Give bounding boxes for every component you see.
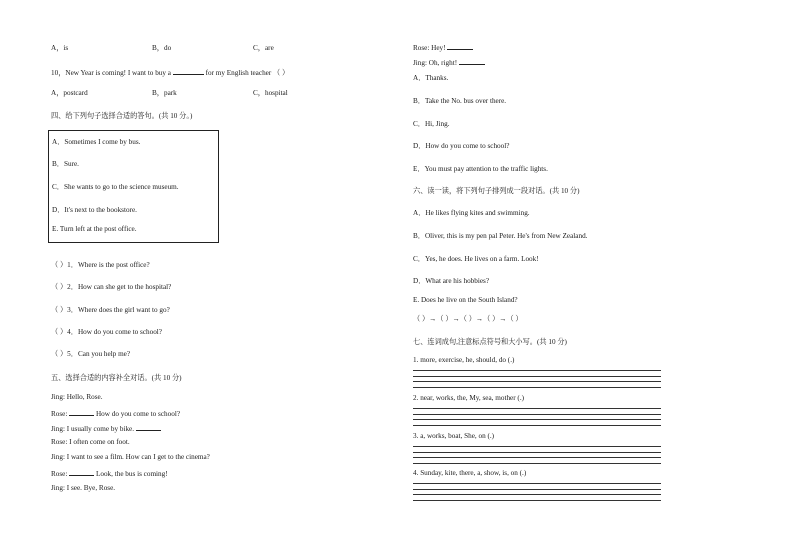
q10-option-c: C，hospital <box>253 89 288 97</box>
writing-line[interactable] <box>413 463 661 464</box>
writing-line[interactable] <box>413 425 661 426</box>
dialogue-text: Jing: I see. Bye, Rose. <box>51 484 116 492</box>
dialogue-text: Jing: I want to see a film. How can I get to the cinema? <box>51 453 210 461</box>
dialogue-line <box>413 42 473 53</box>
dialogue-text: Look, the bus is coming! <box>95 470 168 478</box>
s5-option: D．How do you come to school? <box>413 142 510 150</box>
dialogue-line <box>51 453 210 462</box>
writing-line[interactable] <box>413 370 661 371</box>
dialogue-speaker: Rose: <box>51 470 68 478</box>
s6-item: C．Yes, he does. He lives on a farm. Look! <box>413 255 539 263</box>
writing-line[interactable] <box>413 381 661 382</box>
q10-blank[interactable] <box>173 67 204 75</box>
dialogue-blank[interactable] <box>459 57 485 65</box>
q10-text-pre: 10，New Year is coming! I want to buy a <box>51 69 171 77</box>
s6-item: A．He likes flying kites and swimming. <box>413 209 530 217</box>
dialogue-text: Rose: Hey! <box>413 44 446 52</box>
s4-box-option: B．Sure. <box>52 160 79 168</box>
section5-title: 五、选择合适的内容补全对话。(共 10 分) <box>51 374 182 382</box>
dialogue-text: Jing: Hello, Rose. <box>51 393 103 401</box>
writing-line[interactable] <box>413 489 661 490</box>
writing-line[interactable] <box>413 387 661 388</box>
s4-question: （ ）1．Where is the post office? <box>51 261 150 269</box>
s4-question: （ ）4．How do you come to school? <box>51 328 162 336</box>
s5-option: E．You must pay attention to the traffic lights. <box>413 165 548 173</box>
s5-option: A．Thanks. <box>413 74 449 82</box>
dialogue-text: Rose: I often come on foot. <box>51 438 130 446</box>
s4-box-option: C．She wants to go to the science museum. <box>52 183 179 191</box>
s4-box-option: E. Turn left at the post office. <box>52 225 137 233</box>
writing-line[interactable] <box>413 494 661 495</box>
dialogue-line <box>51 468 168 479</box>
writing-line[interactable] <box>413 446 661 447</box>
writing-line[interactable] <box>413 419 661 420</box>
dialogue-text: Jing: I usually come by bike. <box>51 425 135 433</box>
dialogue-line <box>51 484 115 493</box>
s7-item: 4. Sunday, kite, there, a, show, is, on (.) <box>413 469 527 477</box>
dialogue-line <box>51 423 161 434</box>
section7-title: 七、连词成句,注意标点符号和大小写。(共 10 分) <box>413 338 567 346</box>
dialogue-line <box>51 438 130 447</box>
writing-line[interactable] <box>413 408 661 409</box>
s7-item: 1. more, exercise, he, should, do (.) <box>413 356 515 364</box>
s6-item: B．Oliver, this is my pen pal Peter. He's from New Zealand. <box>413 232 588 240</box>
s4-question: （ ）2．How can she get to the hospital? <box>51 283 172 291</box>
dialogue-line <box>51 408 180 419</box>
q9-option-a: A，is <box>51 44 69 52</box>
writing-line[interactable] <box>413 483 661 484</box>
writing-line[interactable] <box>413 414 661 415</box>
s4-box-option: D．It's next to the bookstore. <box>52 206 137 214</box>
q9-option-b: B，do <box>152 44 172 52</box>
dialogue-text: Jing: Oh, right! <box>413 59 458 67</box>
s6-order-row[interactable]: （ ）→（ ）→（ ）→（ ）→（ ） <box>413 315 523 323</box>
writing-line[interactable] <box>413 500 661 501</box>
q10-option-b: B，park <box>152 89 177 97</box>
q10-text-post: for my English teacher （ ） <box>205 69 290 77</box>
s4-question: （ ）3．Where does the girl want to go? <box>51 306 170 314</box>
writing-line[interactable] <box>413 376 661 377</box>
s5-option: C．Hi, Jing. <box>413 120 450 128</box>
dialogue-blank[interactable] <box>136 423 161 431</box>
s5-option: B．Take the No. bus over there. <box>413 97 507 105</box>
dialogue-blank[interactable] <box>69 408 94 416</box>
dialogue-line <box>413 57 485 68</box>
s7-item: 3. a, works, boat, She, on (.) <box>413 432 495 440</box>
dialogue-text: How do you come to school? <box>95 410 181 418</box>
s7-item: 2. near, works, the, My, sea, mother (.) <box>413 394 525 402</box>
q10-option-a: A，postcard <box>51 89 88 97</box>
dialogue-blank[interactable] <box>69 468 94 476</box>
s4-question: （ ）5．Can you help me? <box>51 350 131 358</box>
q9-option-c: C，are <box>253 44 274 52</box>
s4-box-option: A．Sometimes I come by bus. <box>52 138 141 146</box>
s6-item: E. Does he live on the South Island? <box>413 296 518 304</box>
section4-title: 四、给下列句子选择合适的答句。(共 10 分。) <box>51 112 193 120</box>
question-10 <box>51 67 289 78</box>
section6-title: 六、读一读，将下列句子排列成一段对话。(共 10 分) <box>413 187 580 195</box>
dialogue-speaker: Rose: <box>51 410 68 418</box>
writing-line[interactable] <box>413 452 661 453</box>
s6-item: D．What are his hobbies? <box>413 277 490 285</box>
dialogue-blank[interactable] <box>447 42 473 50</box>
writing-line[interactable] <box>413 457 661 458</box>
dialogue-line <box>51 393 103 402</box>
